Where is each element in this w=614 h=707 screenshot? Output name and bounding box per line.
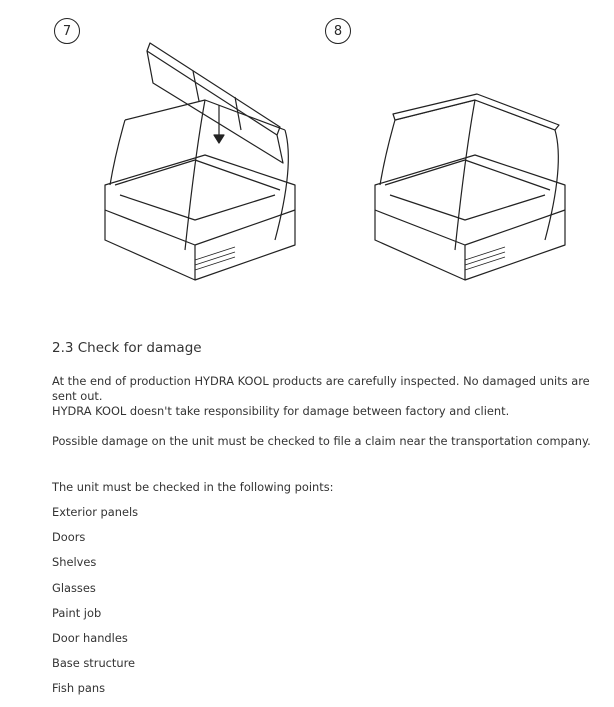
section-heading: 2.3 Check for damage	[52, 340, 202, 356]
list-item: Base structure	[52, 656, 136, 671]
paragraph-checkpoints-intro: The unit must be checked in the following points:	[52, 480, 334, 494]
display-case-illustration-step-7	[95, 35, 315, 285]
step-number-badge: 7	[54, 18, 80, 44]
display-case-illustration-step-8	[365, 90, 585, 290]
paragraph-claim: Possible damage on the unit must be checked to file a claim near the transportation company.	[52, 434, 591, 448]
list-item: Exterior panels	[52, 505, 139, 519]
list-item: Doors	[52, 530, 86, 545]
paragraph-inspection: At the end of production HYDRA KOOL products are carefully inspected. No damaged units are sent out. HYDRA KOOL doesn't take responsibility for damage between factory and client.	[52, 374, 590, 418]
list-item: Glasses	[52, 580, 96, 595]
step-number-badge: 8	[325, 18, 351, 44]
list-item: Door handles	[52, 630, 128, 645]
list-item: Paint job	[52, 605, 102, 620]
list-item: Fish pans	[52, 681, 106, 696]
checkpoint-list	[52, 505, 138, 707]
list-item: Shelves	[52, 555, 97, 570]
